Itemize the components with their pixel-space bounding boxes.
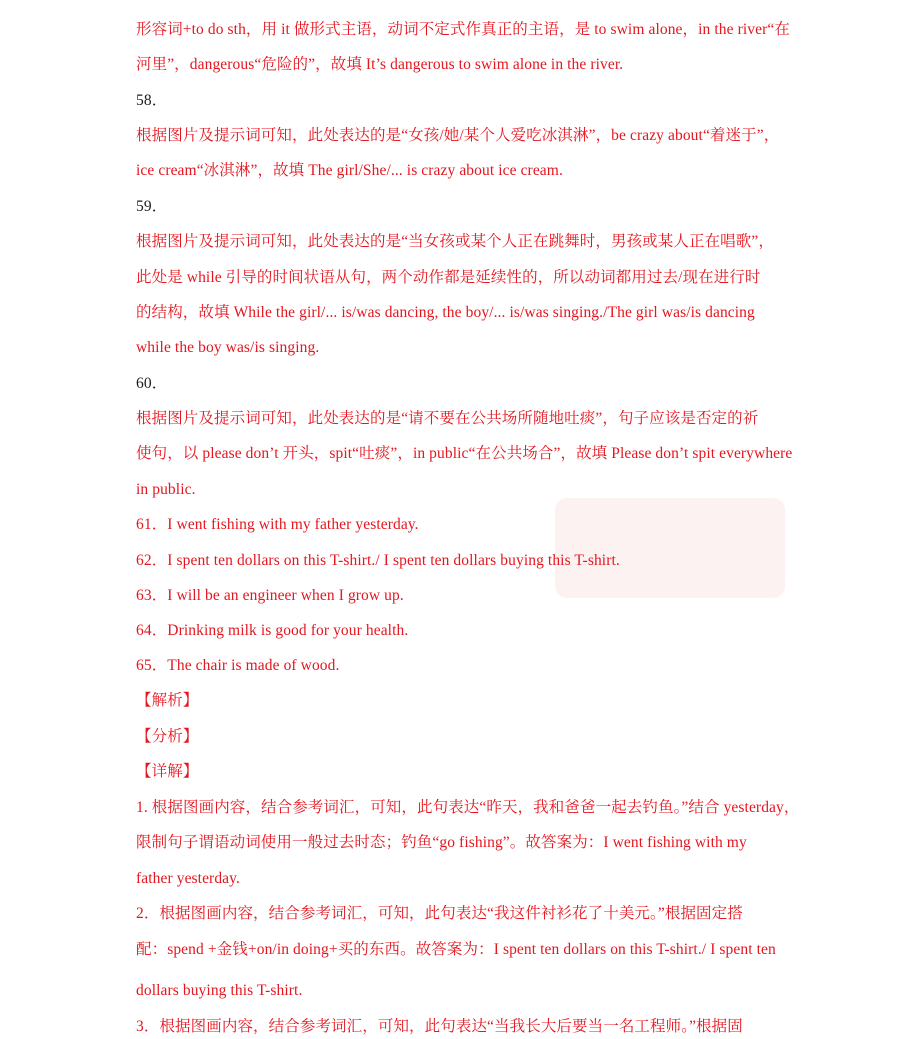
- text-line: while the boy was/is singing.: [136, 339, 320, 356]
- text-line: 根据图片及提示词可知，此处表达的是“请不要在公共场所随地吐痰”，句子应该是否定的祈: [136, 410, 759, 427]
- text-line: in public.: [136, 481, 196, 498]
- text-line: 使句，以 please don’t 开头，spit“吐痰”，in public“在公共场合”，故填 Please don’t spit everywhere: [136, 445, 793, 462]
- answer-line: 63．I will be an engineer when I grow up.: [136, 587, 404, 604]
- text-line: dollars buying this T-shirt.: [136, 982, 303, 999]
- question-number: 60．: [136, 375, 168, 392]
- text-line: ice cream“冰淇淋”，故填 The girl/She/... is crazy about ice cream.: [136, 162, 563, 179]
- section-heading: 【详解】: [136, 763, 199, 780]
- answer-line: 65．The chair is made of wood.: [136, 657, 340, 674]
- text-line: father yesterday.: [136, 870, 240, 887]
- text-line: 配：spend +金钱+on/in doing+买的东西。故答案为：I spent ten dollars on this T-shirt./ I spent ten: [136, 941, 776, 958]
- text-line: 3．根据图画内容，结合参考词汇，可知，此句表达“当我长大后要当一名工程师。”根据固: [136, 1018, 743, 1035]
- text-line: 根据图片及提示词可知，此处表达的是“当女孩或某个人正在跳舞时，男孩或某人正在唱歌”，: [136, 233, 774, 250]
- text-line: 根据图片及提示词可知，此处表达的是“女孩/她/某个人爱吃冰淇淋”，be crazy about“着迷于”，: [136, 127, 780, 144]
- text-line: 河里”，dangerous“危险的”，故填 It’s dangerous to swim alone in the river.: [136, 56, 624, 73]
- section-heading: 【分析】: [136, 728, 199, 745]
- section-heading: 【解析】: [136, 692, 199, 709]
- text-line: 2．根据图画内容，结合参考词汇，可知，此句表达“我这件衬衫花了十美元。”根据固定搭: [136, 905, 743, 922]
- text-line: 此处是 while 引导的时间状语从句，两个动作都是延续性的，所以动词都用过去/现在进行时: [136, 269, 761, 286]
- question-number: 58．: [136, 92, 168, 109]
- answer-line: 61．I went fishing with my father yesterday.: [136, 516, 419, 533]
- answer-line: 62．I spent ten dollars on this T-shirt./ I spent ten dollars buying this T-shirt.: [136, 552, 620, 569]
- text-line: 限制句子谓语动词使用一般过去时态；钓鱼“go fishing”。故答案为：I went fishing with my: [136, 834, 747, 851]
- question-number: 59．: [136, 198, 168, 215]
- text-line: 的结构，故填 While the girl/... is/was dancing, the boy/... is/was singing./The girl was/is dancing: [136, 304, 755, 321]
- text-line: 1. 根据图画内容，结合参考词汇，可知，此句表达“昨天，我和爸爸一起去钓鱼。”结合 yesterday，: [136, 799, 800, 816]
- answer-line: 64．Drinking milk is good for your health.: [136, 622, 409, 639]
- text-line: 形容词+to do sth，用 it 做形式主语，动词不定式作真正的主语，是 to swim alone，in the river“在: [136, 21, 790, 38]
